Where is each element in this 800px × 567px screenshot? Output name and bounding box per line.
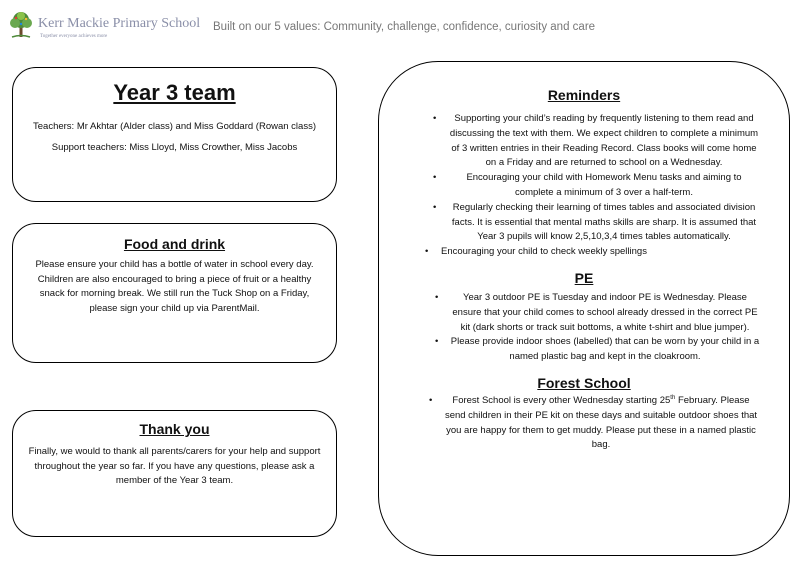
thanks-body: Finally, we would to thank all parents/carers for your help and support throughout the year so far. If you have any questions, please ask a member of the Year 3 team. [28, 446, 321, 487]
reminders-box [378, 61, 790, 556]
list-item: • Please provide indoor shoes (labelled) that can be worn by your child in a named plastic bag and kept in the cloakroom. [449, 335, 761, 365]
reminders-list [379, 112, 789, 260]
list-item [443, 394, 759, 453]
list-item: • Supporting your child’s reading by frequently listening to them read and discussing the text with them. We expect children to complete a minimum of 3 written entries in their Reading Record. Class books will come home on a Friday and are returned to school on a Wednesday. [447, 112, 761, 171]
forest-list [379, 394, 789, 453]
pe-title: PE [574, 269, 594, 286]
school-tagline: Together everyone achieves more [40, 34, 108, 39]
food-title: Food and drink [123, 236, 226, 252]
support-teachers-line: Support teachers: Miss Lloyd, Miss Crowther, Miss Jacobs [51, 142, 298, 153]
tree-icon [8, 10, 34, 40]
list-item: • Year 3 outdoor PE is Tuesday and indoor PE is Wednesday. Please ensure that your child comes to school already dressed in the correct PE kit (dark shorts or track suit bottoms, a white t-shirt and blue jumper). [449, 291, 761, 335]
school-logo [8, 10, 201, 44]
food-drink-box [12, 223, 337, 363]
forest-title: Forest School [537, 374, 631, 391]
reminders-section [379, 87, 789, 260]
forest-date-suffix: th [670, 394, 676, 401]
reminders-title: Reminders [547, 87, 621, 103]
food-body: Please ensure your child has a bottle of water in school every day. Children are also encouraged to bring a piece of fruit or a healthy snack for morning break. We still run the Tuck Shop on a Friday, please sign your child up via ParentMail. [35, 259, 314, 315]
values-line: Built on our 5 values: Community, challenge, confidence, curiosity and care [213, 21, 596, 33]
thank-you-box [12, 410, 337, 537]
forest-text-end: February. Please send children in their PE kit on these days and suitable outdoor shoes that you are happy for them to get muddy. Please put these in a named plastic bag. [444, 394, 758, 451]
forest-text-start: Forest School is every other Wednesday starting 25 [452, 394, 671, 406]
teachers-line: Teachers: Mr Akhtar (Alder class) and Miss Goddard (Rowan class) [33, 121, 316, 132]
header [0, 0, 800, 50]
thanks-title: Thank you [139, 421, 210, 437]
year3-team-box [12, 67, 337, 202]
list-item: • Regularly checking their learning of times tables and associated division facts. It is essential that mental maths skills are sharp. It is assumed that Year 3 pupils will know 2,5,10,3,4 times tables automatically. [447, 201, 761, 245]
list-item: • Encouraging your child with Homework Menu tasks and aiming to complete a minimum of 3 over a half-term. [447, 171, 761, 201]
list-item: • Encouraging your child to check weekly spellings [441, 245, 669, 260]
pe-section [379, 270, 789, 365]
school-name: Kerr Mackie Primary School [38, 16, 201, 31]
forest-school-section [379, 375, 789, 453]
team-title: Year 3 team [113, 80, 236, 105]
pe-list [379, 291, 789, 365]
